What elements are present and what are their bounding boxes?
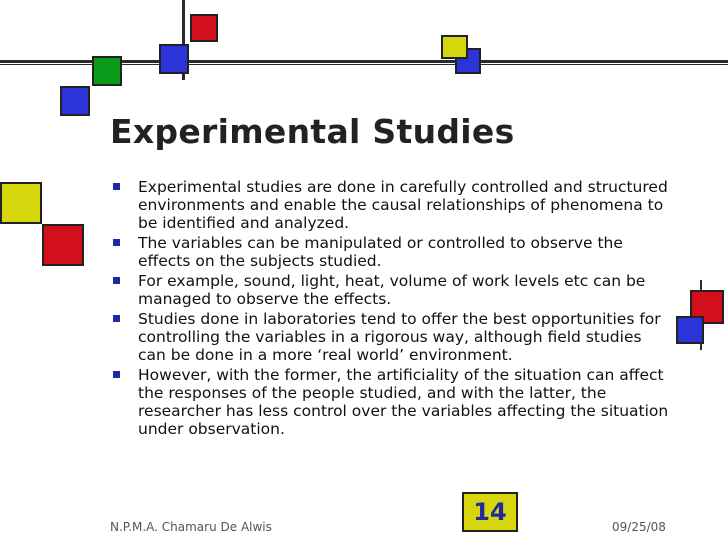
bullet-text: Studies done in laboratories tend to offer the best opportunities for controlling the variables in a rigorous way, although field studies can be done in a more ‘real world’ environment. [138, 310, 661, 364]
decorative-yellow-square [441, 35, 468, 59]
list-item [111, 310, 671, 364]
decorative-red-square [42, 224, 84, 266]
bullet-text: Experimental studies are done in carefully controlled and structured environments and enable the causal relationships of phenomena to be identified and analyzed. [138, 178, 668, 232]
decorative-green-square [92, 56, 122, 86]
decorative-blue-square [60, 86, 90, 116]
square-bullet-icon [113, 277, 120, 284]
bullet-text: However, with the former, the artificiality of the situation can affect the responses of the people studied, and with the latter, the researcher has less control over the variables affecting the situation under observation. [138, 366, 669, 438]
footer-date: 09/25/08 [612, 520, 666, 534]
bullet-text: For example, sound, light, heat, volume of work levels etc can be managed to observe the effects. [138, 272, 646, 308]
square-bullet-icon [113, 371, 120, 378]
decorative-red-square [190, 14, 218, 42]
list-item [111, 366, 671, 438]
list-item [111, 178, 671, 232]
square-bullet-icon [113, 315, 120, 322]
slide-title: Experimental Studies [110, 112, 515, 151]
list-item [111, 234, 671, 270]
decorative-yellow-square [0, 182, 42, 224]
bullet-list [111, 178, 671, 440]
square-bullet-icon [113, 239, 120, 246]
decorative-blue-square [159, 44, 189, 74]
footer-author: N.P.M.A. Chamaru De Alwis [110, 520, 272, 534]
list-item [111, 272, 671, 308]
decorative-blue-square [676, 316, 704, 344]
bullet-text: The variables can be manipulated or controlled to observe the effects on the subjects studied. [138, 234, 623, 270]
square-bullet-icon [113, 183, 120, 190]
page-number: 14 [462, 492, 518, 532]
